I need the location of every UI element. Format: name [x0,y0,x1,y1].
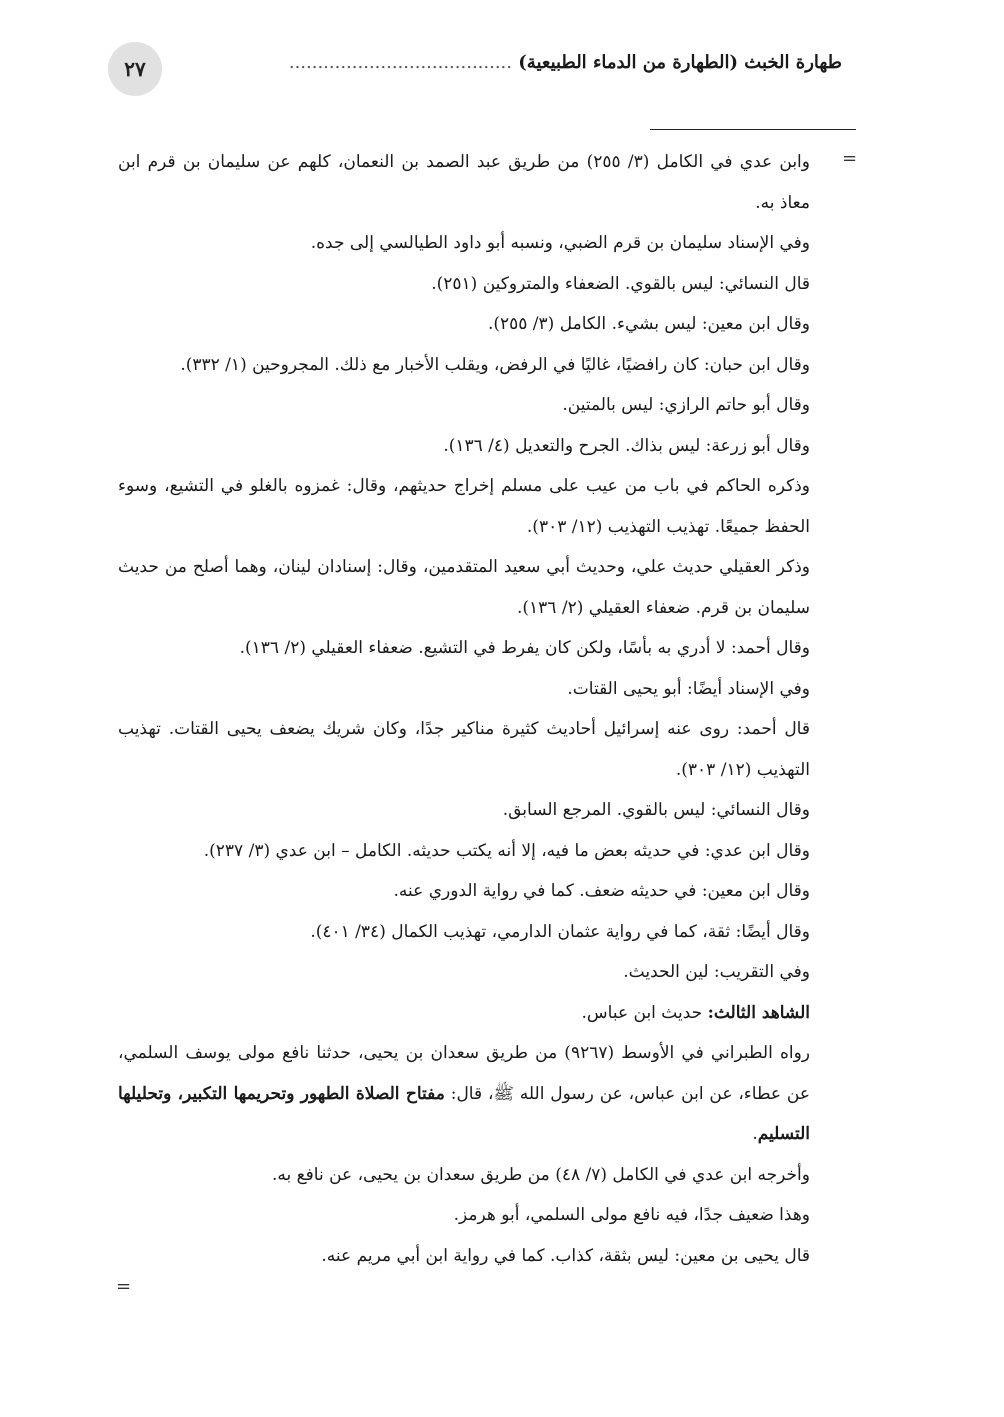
narration-paragraph [118,1033,810,1155]
paragraph: قال النسائي: ليس بالقوي. الضعفاء والمتروكين (٢٥١). [431,273,810,294]
continuation-mark-bottom: = [116,1276,132,1297]
paragraph: وفي الإسناد سليمان بن قرم الضبي، ونسبه أبو داود الطيالسي إلى جده. [310,233,810,253]
running-title-line [289,52,842,73]
paragraph: قال أحمد: روى عنه إسرائيل أحاديث كثيرة مناكير جدًا، وكان شريك يضعف يحيى القتات. تهذيب التهذيب (١٢/ ٣٠٣). [118,719,810,780]
paragraph: وفي التقريب: لين الحديث. [623,962,810,982]
paragraph: وقال ابن حبان: كان رافضيًا، غاليًا في الرفض، ويقلب الأخبار مع ذلك. المجروحين (١/ ٣٣٢). [180,354,810,375]
paragraph: وقال أبو زرعة: ليس بذاك. الجرح والتعديل (٤/ ١٣٦). [443,435,810,456]
paragraph: وقال أبو حاتم الرازي: ليس بالمتين. [562,395,810,415]
narration-text: رواه الطبراني في الأوسط (٩٢٦٧) من طريق سعدان بن يحيى، حدثنا نافع مولى يوسف السلمي، عن عطاء، عن ابن عباس، عن رسول الله ﷺ، قال: [118,1043,811,1104]
paragraph: وقال ابن عدي: في حديثه بعض ما فيه، إلا أنه يكتب حديثه. الكامل – ابن عدي (٣/ ٢٣٧). [203,840,810,861]
narration-end: . [752,1124,758,1144]
paragraph: وذكر العقيلي حديث علي، وحديث أبي سعيد المتقدمين، وقال: إسنادان لينان، وهما أصلح من حديث سليمان بن قرم. ضعفاء العقيلي (٢/ ١٣٦). [118,557,810,618]
page-header [100,38,860,100]
paragraph: وأخرجه ابن عدي في الكامل (٧/ ٤٨) من طريق سعدان بن يحيى، عن نافع به. [271,1164,810,1185]
leader-dots: ....................................... [288,52,512,73]
continuation-mark-top: = [842,148,858,169]
paragraph: وقال ابن معين: في حديثه ضعف. كما في رواية الدوري عنه. [393,881,810,901]
witness-text: حديث ابن عباس. [581,1002,708,1023]
page-number: ٢٧ [108,42,162,96]
footnote-body [118,142,810,1276]
paragraph: وقال أيضًا: ثقة، كما في رواية عثمان الدارمي، تهذيب الكمال (٣٤/ ٤٠١). [310,921,810,942]
witness-label: الشاهد الثالث: [707,1002,810,1023]
paragraph: وقال ابن معين: ليس بشيء. الكامل (٣/ ٢٥٥). [487,314,810,334]
running-title: طهارة الخبث (الطهارة من الدماء الطبيعية) [518,52,842,73]
witness-paragraph [118,993,810,1034]
paragraph: وهذا ضعيف جدًا، فيه نافع مولى السلمي، أبو هرمز. [453,1205,810,1225]
paragraph: قال يحيى بن معين: ليس بثقة، كذاب. كما في رواية ابن أبي مريم عنه. [321,1245,810,1266]
paragraph: وقال النسائي: ليس بالقوي. المرجع السابق. [502,800,810,820]
footnote-separator [650,129,856,130]
paragraph: وفي الإسناد أيضًا: أبو يحيى القتات. [567,678,810,699]
paragraph: وابن عدي في الكامل (٣/ ٢٥٥) من طريق عبد الصمد بن النعمان، كلهم عن سليمان بن قرم ابن معاذ به. [118,152,810,213]
paragraph: وقال أحمد: لا أدري به بأسًا، ولكن كان يفرط في التشيع. ضعفاء العقيلي (٢/ ١٣٦). [239,638,810,658]
hadith-text: مفتاح الصلاة الطهور وتحريمها التكبير، وتحليلها التسليم [118,1083,810,1144]
paragraph: وذكره الحاكم في باب من عيب على مسلم إخراج حديثهم، وقال: غمزوه بالغلو في التشيع، وسوء الحفظ جميعًا. تهذيب التهذيب (١٢/ ٣٠٣). [118,476,810,537]
